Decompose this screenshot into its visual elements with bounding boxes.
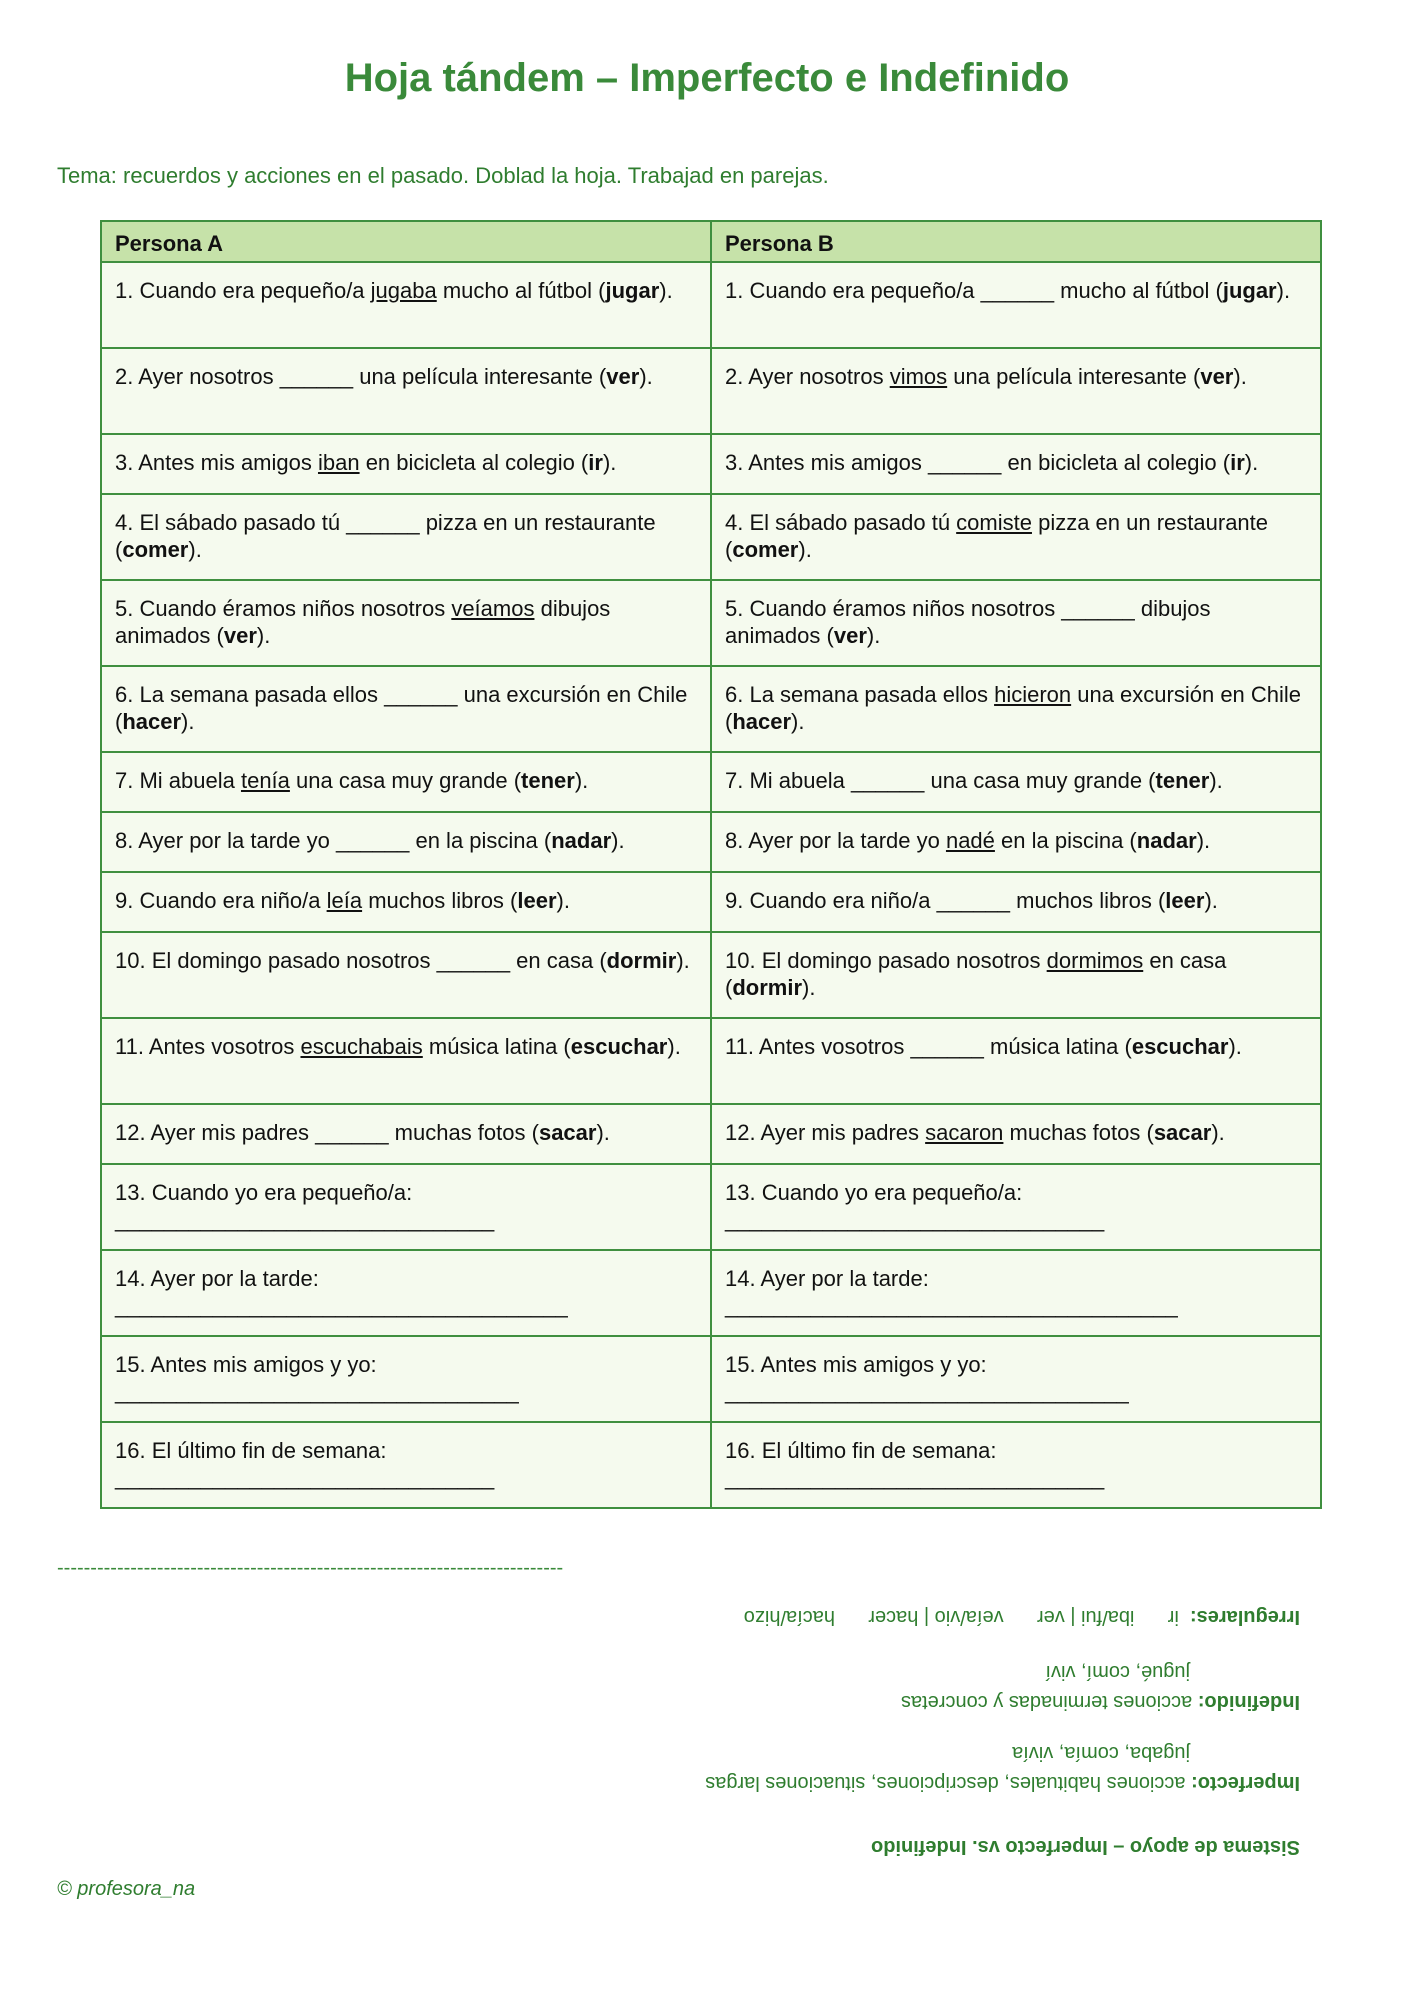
persona-a-cell: [101, 752, 711, 812]
sentence-text: ).: [596, 1120, 610, 1145]
sentence-text: 16. El último fin de semana:: [725, 1438, 997, 1463]
infinitive-verb: hacer: [732, 709, 792, 734]
sentence-text: 12. Ayer mis padres ______ muchas fotos (: [115, 1120, 539, 1145]
support-imperfecto: [705, 1770, 1300, 1796]
indefinido-examples: jugué, comí, viví: [1045, 1661, 1190, 1683]
sentence-text: 11. Antes vosotros ______ música latina (: [725, 1034, 1132, 1059]
sentence-text: ).: [181, 709, 195, 734]
infinitive-verb: dormir: [606, 948, 677, 973]
table-row: [101, 666, 1321, 752]
sentence-text: 2. Ayer nosotros ______ una película interesante (: [115, 364, 607, 389]
infinitive-verb: ver: [1200, 364, 1234, 389]
exercise-rows: [101, 262, 1321, 1508]
sentence-text: ).: [667, 1034, 681, 1059]
persona-b-cell: [711, 812, 1321, 872]
imperfecto-examples: jugaba, comía, vivía: [1012, 1742, 1190, 1764]
sentence-text: pizza en un restaurante (: [725, 510, 1269, 562]
table-row: [101, 262, 1321, 348]
sentence-text: 1. Cuando era pequeño/a: [115, 278, 371, 303]
support-indefinido: [901, 1689, 1300, 1715]
sentence-text: ).: [188, 537, 202, 562]
sentence-text: 14. Ayer por la tarde:: [725, 1266, 929, 1291]
fold-cut-line: ----------------------------------------------------------------------------: [57, 1557, 564, 1579]
answer-word: jugaba: [370, 278, 437, 303]
answer-word: tenía: [240, 768, 290, 793]
persona-a-cell: [101, 348, 711, 434]
sentence-text: ).: [256, 623, 271, 648]
infinitive-verb: dormir: [732, 975, 803, 1000]
persona-b-cell: [711, 1422, 1321, 1508]
sentence-text: una película interesante (: [947, 364, 1201, 389]
answer-word: veíamos: [451, 596, 535, 621]
column-header-persona-a: Persona A: [101, 221, 711, 262]
sentence-text: ).: [1209, 768, 1223, 793]
sentence-text: ).: [866, 623, 881, 648]
persona-b-cell: [711, 348, 1321, 434]
answer-line: _______________________________: [725, 1207, 1105, 1232]
persona-a-cell: [101, 666, 711, 752]
answer-line: _____________________________________: [115, 1293, 568, 1318]
sentence-text: 1. Cuando era pequeño/a ______ mucho al fútbol (: [725, 278, 1223, 303]
persona-a-cell: [101, 812, 711, 872]
sentence-text: ).: [556, 888, 570, 913]
persona-a-cell: [101, 872, 711, 932]
sentence-text: ).: [1204, 888, 1218, 913]
copyright-note: © profesora_na: [57, 1878, 196, 1900]
sentence-text: mucho al fútbol (: [436, 278, 606, 303]
table-row: [101, 1104, 1321, 1164]
sentence-text: 2. Ayer nosotros: [725, 364, 890, 389]
sentence-text: 7. Mi abuela: [115, 768, 241, 793]
sentence-text: ).: [791, 709, 805, 734]
table-row: [101, 1018, 1321, 1104]
sentence-text: 16. El último fin de semana:: [115, 1438, 387, 1463]
sentence-text: en la piscina (: [994, 828, 1137, 853]
answer-word: vimos: [889, 364, 948, 389]
sentence-text: ).: [1244, 450, 1259, 475]
infinitive-verb: ir: [588, 450, 603, 475]
support-irregulares: [744, 1604, 1300, 1630]
sentence-text: 3. Antes mis amigos ______ en bicicleta al colegio (: [725, 450, 1231, 475]
support-box-upside-down: [600, 1595, 1300, 1860]
table-row: [101, 812, 1321, 872]
table-row: [101, 752, 1321, 812]
sentence-text: 10. El domingo pasado nosotros: [725, 948, 1047, 973]
infinitive-verb: escuchar: [1131, 1034, 1229, 1059]
infinitive-verb: comer: [732, 537, 799, 562]
persona-b-cell: [711, 1336, 1321, 1422]
table-row: [101, 434, 1321, 494]
answer-word: escuchabais: [300, 1034, 423, 1059]
answer-line: _____________________________________: [725, 1293, 1178, 1318]
table-row: [101, 1250, 1321, 1336]
infinitive-verb: escuchar: [570, 1034, 668, 1059]
sentence-text: 7. Mi abuela ______ una casa muy grande (: [725, 768, 1156, 793]
answer-word: dormimos: [1046, 948, 1144, 973]
infinitive-verb: ir: [1230, 450, 1245, 475]
infinitive-verb: nadar: [551, 828, 612, 853]
sentence-text: dibujos animados (: [115, 596, 611, 648]
table-header-row: [101, 221, 1321, 262]
sentence-text: 5. Cuando éramos niños nosotros ______ dibujos animados (: [725, 596, 1211, 648]
column-header-persona-b: Persona B: [711, 221, 1321, 262]
sentence-text: ).: [659, 278, 673, 303]
persona-b-cell: [711, 1018, 1321, 1104]
persona-b-cell: [711, 752, 1321, 812]
infinitive-verb: ver: [833, 623, 867, 648]
table-row: [101, 1164, 1321, 1250]
sentence-text: ).: [1211, 1120, 1225, 1145]
infinitive-verb: sacar: [538, 1120, 597, 1145]
answer-word: hicieron: [994, 682, 1072, 707]
persona-a-cell: [101, 932, 711, 1018]
sentence-text: 4. El sábado pasado tú ______ pizza en un restaurante (: [115, 510, 656, 562]
persona-b-cell: [711, 1164, 1321, 1250]
persona-b-cell: [711, 1250, 1321, 1336]
persona-a-cell: [101, 1250, 711, 1336]
sentence-text: 9. Cuando era niño/a: [115, 888, 327, 913]
sentence-text: ).: [1276, 278, 1291, 303]
sentence-text: 12. Ayer mis padres: [725, 1120, 926, 1145]
sentence-text: 13. Cuando yo era pequeño/a:: [725, 1180, 1023, 1205]
sentence-text: ).: [798, 537, 812, 562]
sentence-text: 6. La semana pasada ellos: [725, 682, 995, 707]
infinitive-verb: sacar: [1153, 1120, 1212, 1145]
table-row: [101, 932, 1321, 1018]
infinitive-verb: ver: [606, 364, 640, 389]
persona-a-cell: [101, 1422, 711, 1508]
tandem-table: [100, 220, 1322, 1509]
answer-word: nadé: [945, 828, 995, 853]
answer-line: _______________________________: [725, 1465, 1105, 1490]
answer-word: comiste: [956, 510, 1032, 535]
sentence-text: 9. Cuando era niño/a ______ muchos libros (: [725, 888, 1166, 913]
sentence-text: ).: [611, 828, 625, 853]
irregulares-label: Irregulares:: [1189, 1606, 1300, 1628]
sentence-text: en casa (: [725, 948, 1227, 1000]
persona-b-cell: [711, 262, 1321, 348]
infinitive-verb: jugar: [1222, 278, 1277, 303]
persona-a-cell: [101, 580, 711, 666]
infinitive-verb: jugar: [605, 278, 660, 303]
persona-a-cell: [101, 1336, 711, 1422]
sentence-text: una excursión en Chile (: [725, 682, 1302, 734]
sentence-text: muchas fotos (: [1003, 1120, 1154, 1145]
table-row: [101, 580, 1321, 666]
sentence-text: 8. Ayer por la tarde yo ______ en la piscina (: [115, 828, 552, 853]
indefinido-label: Indefinido:: [1197, 1691, 1300, 1713]
infinitive-verb: hacer: [122, 709, 182, 734]
answer-word: iban: [317, 450, 360, 475]
persona-b-cell: [711, 932, 1321, 1018]
sentence-text: 13. Cuando yo era pequeño/a:: [115, 1180, 413, 1205]
sentence-text: 11. Antes vosotros: [115, 1034, 301, 1059]
table-row: [101, 1422, 1321, 1508]
sentence-text: 3. Antes mis amigos: [115, 450, 318, 475]
sentence-text: en bicicleta al colegio (: [359, 450, 589, 475]
persona-b-cell: [711, 494, 1321, 580]
table-row: [101, 348, 1321, 434]
answer-line: _________________________________: [115, 1379, 519, 1404]
persona-a-cell: [101, 1104, 711, 1164]
sentence-text: una casa muy grande (: [289, 768, 522, 793]
sentence-text: muchos libros (: [362, 888, 518, 913]
sentence-text: ).: [802, 975, 816, 1000]
answer-line: _______________________________: [115, 1465, 495, 1490]
indefinido-text: acciones terminadas y concretas: [900, 1691, 1198, 1713]
sentence-text: 14. Ayer por la tarde:: [115, 1266, 319, 1291]
infinitive-verb: nadar: [1136, 828, 1197, 853]
infinitive-verb: tener: [1155, 768, 1210, 793]
sentence-text: 15. Antes mis amigos y yo:: [725, 1352, 987, 1377]
worksheet-subtitle: Tema: recuerdos y acciones en el pasado. Doblad la hoja. Trabajad en parejas.: [57, 163, 829, 188]
persona-a-cell: [101, 1164, 711, 1250]
sentence-text: 10. El domingo pasado nosotros ______ en casa (: [115, 948, 607, 973]
persona-a-cell: [101, 262, 711, 348]
sentence-text: ).: [1228, 1034, 1242, 1059]
infinitive-verb: tener: [521, 768, 575, 793]
answer-line: _________________________________: [725, 1379, 1129, 1404]
persona-a-cell: [101, 434, 711, 494]
infinitive-verb: comer: [122, 537, 189, 562]
sentence-text: 4. El sábado pasado tú: [725, 510, 957, 535]
sentence-text: 15. Antes mis amigos y yo:: [115, 1352, 377, 1377]
imperfecto-label: Imperfecto:: [1191, 1772, 1300, 1794]
persona-b-cell: [711, 1104, 1321, 1164]
persona-b-cell: [711, 580, 1321, 666]
table-row: [101, 872, 1321, 932]
worksheet-title: Hoja tándem – Imperfecto e Indefinido: [344, 56, 1070, 100]
sentence-text: ).: [574, 768, 589, 793]
persona-b-cell: [711, 872, 1321, 932]
table-row: [101, 1336, 1321, 1422]
sentence-text: ).: [676, 948, 690, 973]
answer-word: leía: [326, 888, 363, 913]
infinitive-verb: ver: [223, 623, 257, 648]
sentence-text: ).: [1233, 364, 1247, 389]
sentence-text: 6. La semana pasada ellos ______ una excursión en Chile (: [115, 682, 688, 734]
answer-word: sacaron: [925, 1120, 1004, 1145]
persona-a-cell: [101, 1018, 711, 1104]
infinitive-verb: leer: [1165, 888, 1205, 913]
sentence-text: 5. Cuando éramos niños nosotros: [115, 596, 452, 621]
sentence-text: ).: [1196, 828, 1211, 853]
persona-b-cell: [711, 666, 1321, 752]
sentence-text: 8. Ayer por la tarde yo: [725, 828, 946, 853]
sentence-text: ).: [602, 450, 617, 475]
imperfecto-text: acciones habituales, descripciones, situaciones largas: [705, 1772, 1192, 1794]
answer-line: _______________________________: [115, 1207, 495, 1232]
infinitive-verb: leer: [517, 888, 557, 913]
sentence-text: ).: [639, 364, 653, 389]
support-heading: Sistema de apoyo – Imperfecto vs. Indefinido: [871, 1836, 1300, 1858]
table-row: [101, 494, 1321, 580]
persona-a-cell: [101, 494, 711, 580]
irregulares-text: ir iba/fui | ver veía/vio | hacer hacía/hizo: [743, 1606, 1190, 1628]
sentence-text: música latina (: [422, 1034, 571, 1059]
persona-b-cell: [711, 434, 1321, 494]
